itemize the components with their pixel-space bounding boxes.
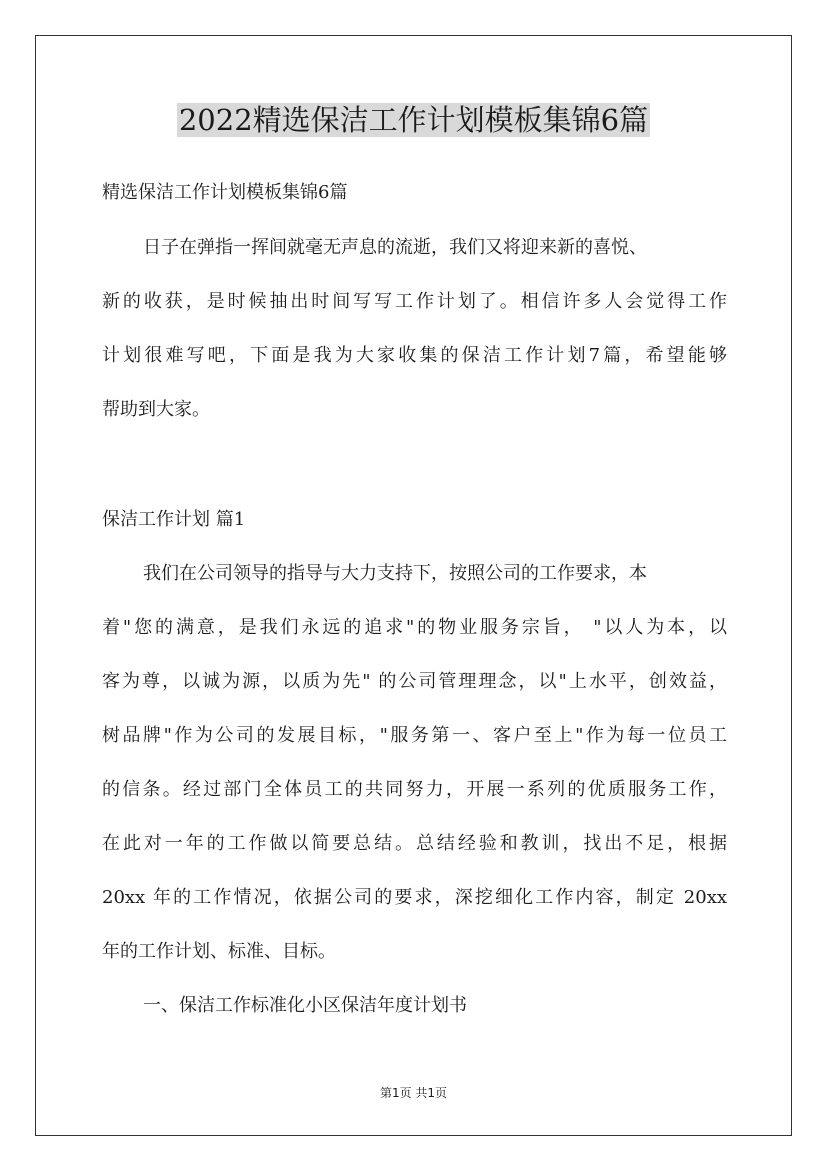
intro-line-1: 日子在弹指一挥间就毫无声息的流逝，我们又将迎来新的喜悦、 — [143, 237, 647, 258]
intro-line-3: 计划很难写吧，下面是我为大家收集的保洁工作计划7篇，希望能够 — [102, 345, 727, 366]
body-line-2: 着"您的满意，是我们永远的追求"的物业服务宗旨， "以人为本，以 — [102, 617, 727, 638]
body-line-6: 在此对一年的工作做以简要总结。总结经验和教训，找出不足，根据 — [102, 833, 727, 854]
body-line-1: 我们在公司领导的指导与大力支持下，按照公司的工作要求，本 — [143, 563, 647, 584]
page-footer: 第1页 共1页 — [379, 1086, 448, 1100]
body-line-7: 20xx 年的工作情况，依据公司的要求，深挖细化工作内容，制定 20xx — [102, 887, 727, 908]
intro-line-4: 帮助到大家。 — [102, 399, 210, 420]
body-line-3: 客为尊，以诚为源，以质为先" 的公司管理理念，以"上水平，创效益， — [102, 671, 727, 692]
body-line-4: 树品牌"作为公司的发展目标，"服务第一、客户至上"作为每一位员工 — [102, 725, 727, 746]
body-line-8: 年的工作计划、标准、目标。 — [102, 941, 336, 962]
document-subtitle: 精选保洁工作计划模板集锦6篇 — [102, 182, 348, 203]
section-heading: 保洁工作计划 篇1 — [102, 509, 246, 530]
body-line-5: 的信条。经过部门全体员工的共同努力，开展一系列的优质服务工作， — [102, 779, 727, 800]
document-title: 2022精选保洁工作计划模板集锦6篇 — [178, 103, 649, 137]
intro-line-2: 新的收获，是时候抽出时间写写工作计划了。相信许多人会觉得工作 — [102, 291, 727, 312]
subheading: 一、保洁工作标准化小区保洁年度计划书 — [143, 995, 467, 1016]
